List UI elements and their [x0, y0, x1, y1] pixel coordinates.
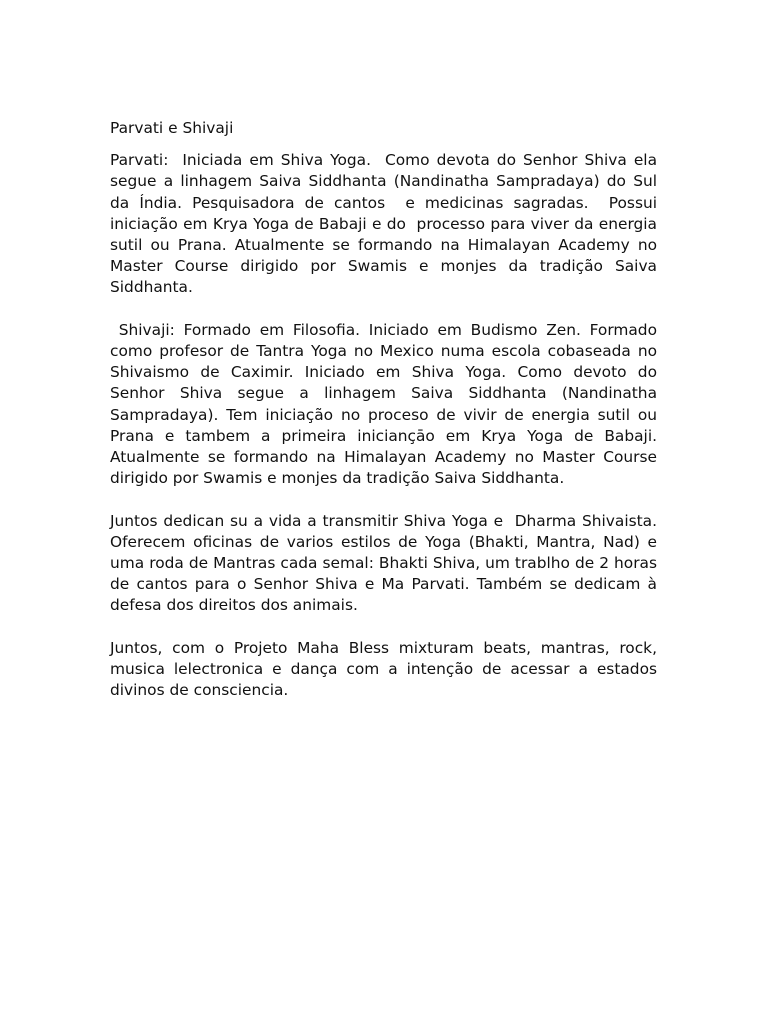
paragraph-shivaji: Shivaji: Formado em Filosofia. Iniciado em Budismo Zen. Formado como profesor de Tantra Yoga no Mexico numa escola cobaseada no Shivaismo de Caximir. Iniciado em Shiva Yoga. Como devoto do Senhor Shiva segue a linhagem Saiva Siddhanta (Nandinatha Sampradaya). Tem iniciação no proceso de vivir de energia sutil ou Prana e tambem a primeira iniciançāo em Krya Yoga de Babaji. Atualmente se formando na Himalayan Academy no Master Course dirigido por Swamis e monjes da tradição Saiva Siddhanta. — [110, 320, 667, 488]
paragraph-juntos-maha-bless: Juntos, com o Projeto Maha Bless mixturam beats, mantras, rock, musica lelectronica e dança com a intenção de acessar a estados divinos de consciencia. — [110, 638, 662, 700]
paragraph-juntos-oficinas: Juntos dedican su a vida a transmitir Shiva Yoga e Dharma Shivaista. Oferecem oficinas de varios estilos de Yoga (Bhakti, Mantra, Nad) e uma roda de Mantras cada semal: Bhakti Shiva, um trablho de 2 horas de cantos para o Senhor Shiva e Ma Parvati. Também se dedicam à defesa dos direitos dos animais. — [110, 511, 662, 615]
paragraph-parvati: Parvati: Iniciada em Shiva Yoga. Como devota do Senhor Shiva ela segue a linhagem Saiva Siddhanta (Nandinatha Sampradaya) do Sul da Índia. Pesquisadora de cantos e medicinas sagradas. Possui iniciação em Krya Yoga de Babaji e do processo para viver da energia sutil ou Prana. Atualmente se formando na Himalayan Academy no Master Course dirigido por Swamis e monjes da tradição Saiva Siddhanta. — [110, 151, 662, 297]
document-body — [110, 118, 667, 723]
document-title: Parvati e Shivaji — [110, 119, 234, 137]
